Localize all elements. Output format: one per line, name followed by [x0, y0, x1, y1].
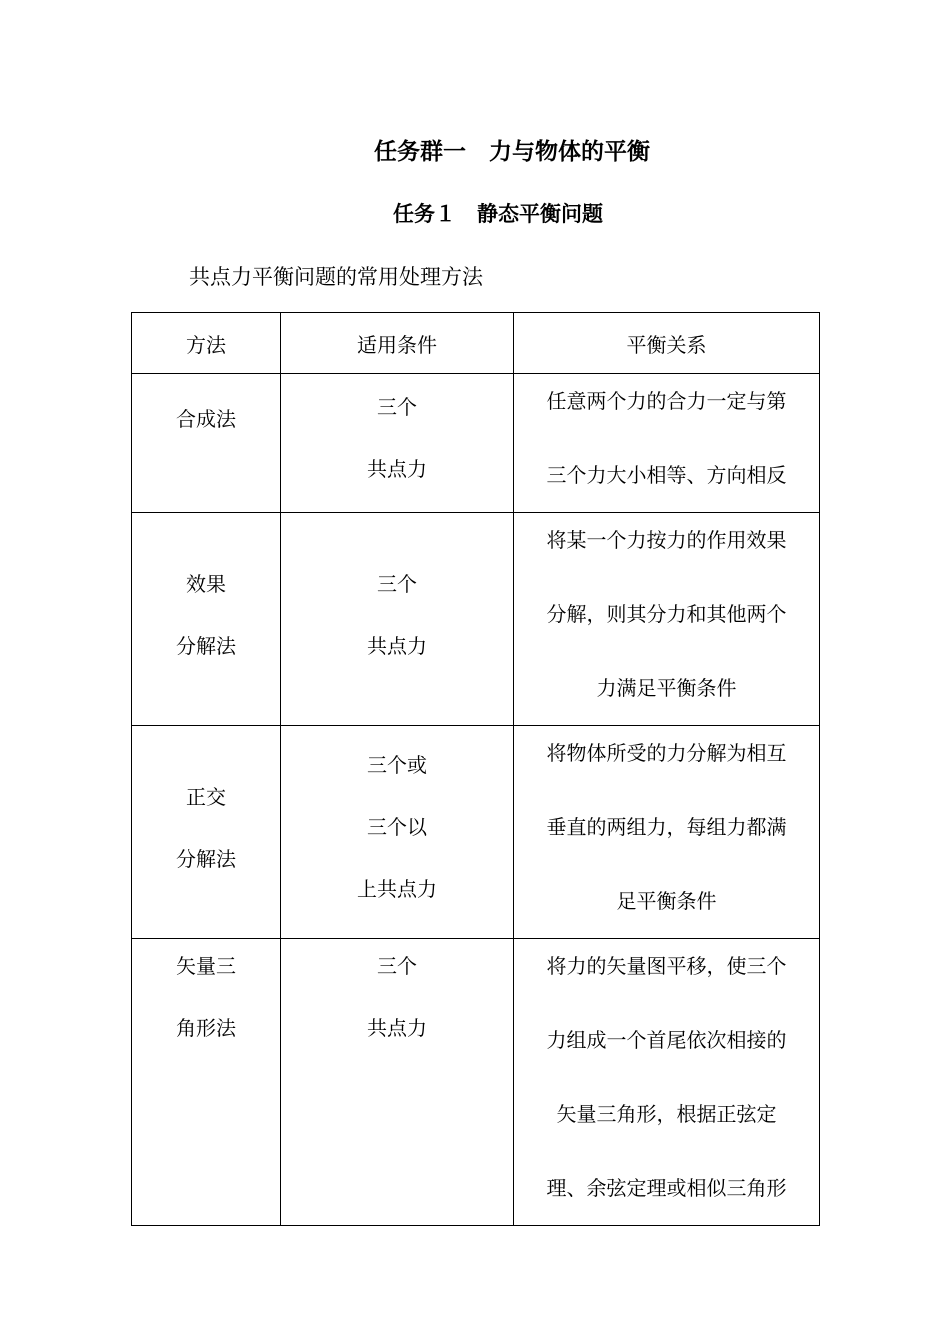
method-line: 效果 [186, 572, 226, 596]
relation-line: 将物体所受的力分解为相互 [546, 741, 787, 765]
condition-line: 三个 [377, 572, 417, 596]
header-cell [281, 313, 514, 374]
relation-line: 矢量三角形，根据正弦定 [556, 1102, 777, 1126]
method-line: 角形法 [176, 1016, 236, 1040]
method-line: 合成法 [176, 407, 236, 431]
condition-cell [281, 513, 514, 726]
relation-line: 力满足平衡条件 [596, 676, 737, 700]
condition-line: 三个以 [367, 815, 427, 839]
header-cell [132, 313, 281, 374]
relation-line: 任意两个力的合力一定与第 [546, 389, 787, 413]
table-row [132, 513, 820, 726]
methods-table [131, 312, 820, 1226]
method-line: 正交 [186, 785, 226, 809]
relation-line: 足平衡条件 [616, 889, 717, 913]
method-cell [132, 513, 281, 726]
condition-line: 三个 [377, 395, 417, 419]
intro-text: 共点力平衡问题的常用处理方法 [189, 265, 483, 289]
condition-cell [281, 374, 514, 513]
relation-line: 三个力大小相等、方向相反 [546, 463, 787, 487]
table-row [132, 374, 820, 513]
method-cell [132, 939, 281, 1226]
relation-line: 将某一个力按力的作用效果 [546, 528, 787, 552]
header-relation: 平衡关系 [626, 332, 707, 357]
condition-line: 共点力 [367, 634, 427, 658]
relation-cell [514, 939, 820, 1226]
relation-cell [514, 374, 820, 513]
method-cell [132, 726, 281, 939]
relation-line: 理、余弦定理或相似三角形 [546, 1176, 787, 1200]
relation-cell [514, 726, 820, 939]
header-condition: 适用条件 [357, 332, 437, 357]
section-title: 任务１ 静态平衡问题 [393, 201, 603, 226]
method-cell [132, 374, 281, 513]
condition-line: 三个或 [367, 753, 427, 777]
condition-line: 共点力 [367, 1016, 427, 1040]
relation-line: 力组成一个首尾依次相接的 [546, 1028, 787, 1052]
relation-line: 将力的矢量图平移，使三个 [546, 954, 787, 978]
condition-cell [281, 939, 514, 1226]
condition-line: 三个 [377, 954, 417, 978]
method-line: 分解法 [176, 847, 236, 871]
table-row [132, 939, 820, 1226]
relation-line: 垂直的两组力，每组力都满 [546, 815, 787, 839]
page-title: 任务群一 力与物体的平衡 [374, 138, 650, 165]
relation-cell [514, 513, 820, 726]
method-line: 矢量三 [176, 954, 236, 978]
condition-line: 共点力 [367, 457, 427, 481]
header-method: 方法 [186, 332, 226, 357]
relation-line: 分解，则其分力和其他两个 [546, 602, 787, 626]
condition-line: 上共点力 [357, 877, 437, 901]
method-line: 分解法 [176, 634, 236, 658]
table-row [132, 726, 820, 939]
condition-cell [281, 726, 514, 939]
